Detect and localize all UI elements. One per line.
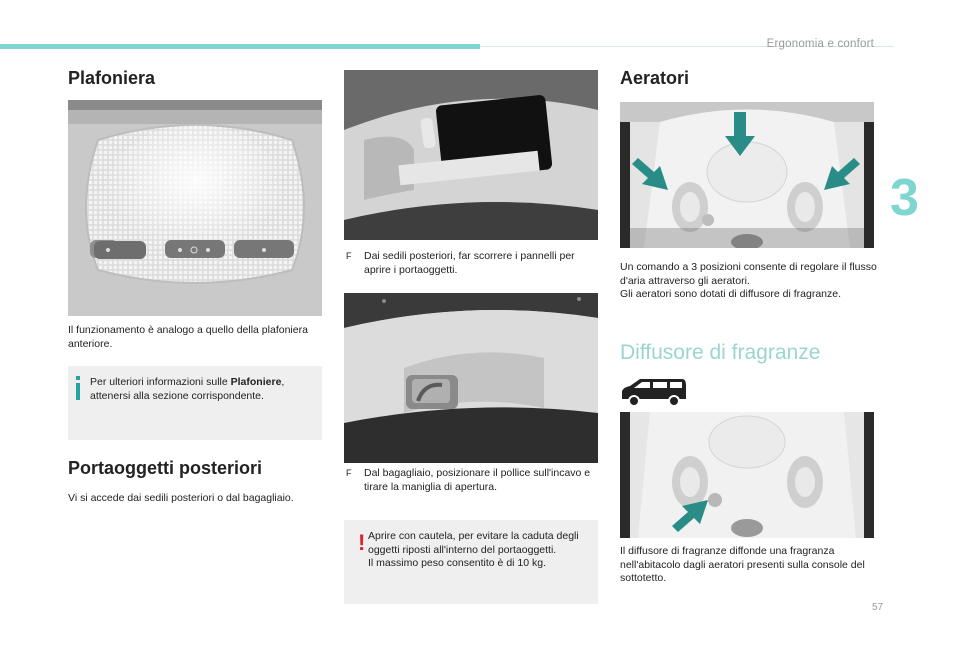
plafoniera-title: Plafoniera [68, 68, 156, 88]
warning-text: Aprire con cautela, per evitare la caduta degli oggetti riposti all'interno del portaoggetti. [368, 530, 579, 556]
arrow-down-icon [725, 112, 755, 156]
rear-storage-photo-2 [344, 293, 598, 463]
arrow-left-down-icon [824, 158, 860, 190]
page-number: 57 [872, 602, 884, 613]
warning-icon: ! [358, 530, 366, 555]
info-icon [76, 376, 80, 400]
bullet-mark: F [346, 251, 352, 261]
info-prefix: Per ulteriori informazioni sulle [90, 376, 231, 388]
ceiling-light-photo [68, 100, 322, 316]
warning-box [344, 520, 598, 604]
diffusore-title: Diffusore di fragranze [620, 341, 821, 364]
arrow-right-down-icon [632, 158, 668, 190]
plafoniera-text: Il funzionamento è analogo a quello della plafoniera anteriore. [68, 324, 308, 350]
warning-weight-text: Il massimo peso consentito è di 10 kg. [368, 557, 547, 569]
diffusore-text: Il diffusore di fragranze diffonde una fragranza nell'abitacolo dagli aeratori presenti sulla console del sottotetto. [620, 545, 865, 584]
bullet-rear-seats [344, 250, 598, 277]
info-suffix: , attenersi alla sezione corrispondente. [90, 376, 285, 402]
section-title: Ergonomia e confort [766, 38, 874, 50]
info-bold: Plafoniere [230, 376, 282, 388]
bullet-rear-seats-text: Dai sedili posteriori, far scorrere i pannelli per aprire i portaoggetti. [364, 250, 575, 276]
chapter-number: 3 [890, 169, 919, 227]
aeratori-text-2: Gli aeratori sono dotati di diffusore di fragranze. [620, 288, 842, 300]
header-accent-bar [0, 44, 480, 49]
portaoggetti-title: Portaoggetti posteriori [68, 458, 263, 478]
bullet-mark: F [346, 468, 352, 478]
van-icon [620, 377, 688, 407]
bullet-trunk-text: Dal bagagliaio, posizionare il pollice sull'incavo e tirare la maniglia di apertura. [364, 467, 591, 493]
bullet-trunk [344, 467, 598, 494]
arrow-up-right-icon [672, 500, 708, 532]
portaoggetti-text: Vi si accede dai sedili posteriori o dal bagagliaio. [68, 492, 294, 504]
plafoniera-infobox [68, 366, 322, 440]
aeratori-text-1: Un comando a 3 posizioni consente di regolare il flusso d'aria attraverso gli aeratori. [620, 261, 877, 287]
aeratori-title: Aeratori [620, 68, 690, 88]
fragrance-diffuser-photo [620, 412, 874, 538]
rear-storage-photo-1 [344, 70, 598, 240]
